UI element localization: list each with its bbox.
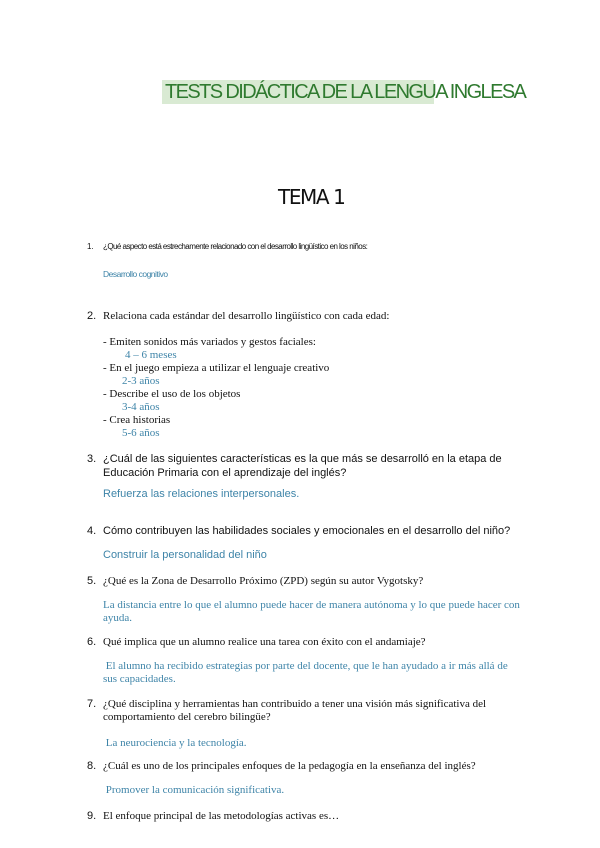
- question-text: ¿Cuál de las siguientes características es la que más se desarrolló en la etapa de: [103, 453, 502, 465]
- answer-text: La distancia entre lo que el alumno puede hacer de manera autónoma y lo que puede hacer con: [103, 599, 520, 611]
- question-text: ¿Qué es la Zona de Desarrollo Próximo (ZPD) según su autor Vygotsky?: [103, 575, 424, 587]
- item-answer: 2-3 años: [122, 375, 160, 387]
- question-text-cont: comportamiento del cerebro bilingüe?: [103, 711, 271, 723]
- answer-text: Construir la personalidad del niño: [103, 549, 267, 561]
- question-number: 7.: [87, 698, 97, 710]
- question-number: 5.: [87, 575, 97, 587]
- section-heading: TEMA 1: [278, 185, 345, 209]
- question-text: ¿Qué disciplina y herramientas han contribuido a tener una visión más significativa del: [103, 698, 487, 710]
- item-answer: 5-6 años: [122, 427, 160, 439]
- question-text: ¿Cuál es uno de los principales enfoques de la pedagogía en la enseñanza del inglés?: [103, 760, 476, 772]
- question-number: 6.: [87, 636, 97, 648]
- list-item: - Crea historias: [103, 414, 171, 426]
- answer-text: Desarrollo cognitivo: [103, 269, 168, 279]
- question-text: Relaciona cada estándar del desarrollo lingüístico con cada edad:: [103, 310, 390, 322]
- question-number: 2.: [87, 310, 97, 322]
- question-number: 8.: [87, 760, 97, 772]
- item-answer: 4 – 6 meses: [125, 349, 177, 361]
- answer-text: El alumno ha recibido estrategias por parte del docente, que le han ayudado a ir más allá de: [103, 660, 508, 672]
- answer-text-cont: ayuda.: [103, 612, 133, 624]
- list-item: - Emiten sonidos más variados y gestos faciales:: [103, 336, 316, 348]
- question-text: Cómo contribuyen las habilidades sociales y emocionales en el desarrollo del niño?: [103, 525, 511, 537]
- question-number: 9.: [87, 810, 97, 822]
- item-answer: 3-4 años: [122, 401, 160, 413]
- answer-text: Refuerza las relaciones interpersonales.: [103, 488, 300, 500]
- answer-text: Promover la comunicación significativa.: [103, 784, 285, 796]
- question-number: 4.: [87, 525, 97, 537]
- answer-text-cont: sus capacidades.: [103, 673, 176, 685]
- list-item: - En el juego empieza a utilizar el lenguaje creativo: [103, 362, 330, 374]
- question-text: El enfoque principal de las metodologías activas es…: [103, 810, 340, 822]
- answer-text: La neurociencia y la tecnología.: [103, 737, 247, 749]
- question-text: ¿Qué aspecto está estrechamente relacionado con el desarrollo lingüístico en los niños:: [103, 242, 368, 251]
- question-text: Qué implica que un alumno realice una tarea con éxito con el andamiaje?: [103, 636, 426, 648]
- question-text-cont: Educación Primaria con el aprendizaje del inglés?: [103, 467, 347, 479]
- list-item: - Describe el uso de los objetos: [103, 388, 241, 400]
- document-title: TESTS DIDÁCTICA DE LA LENGUA INGLESA: [165, 81, 526, 103]
- question-number: 1.: [87, 242, 94, 251]
- question-number: 3.: [87, 453, 97, 465]
